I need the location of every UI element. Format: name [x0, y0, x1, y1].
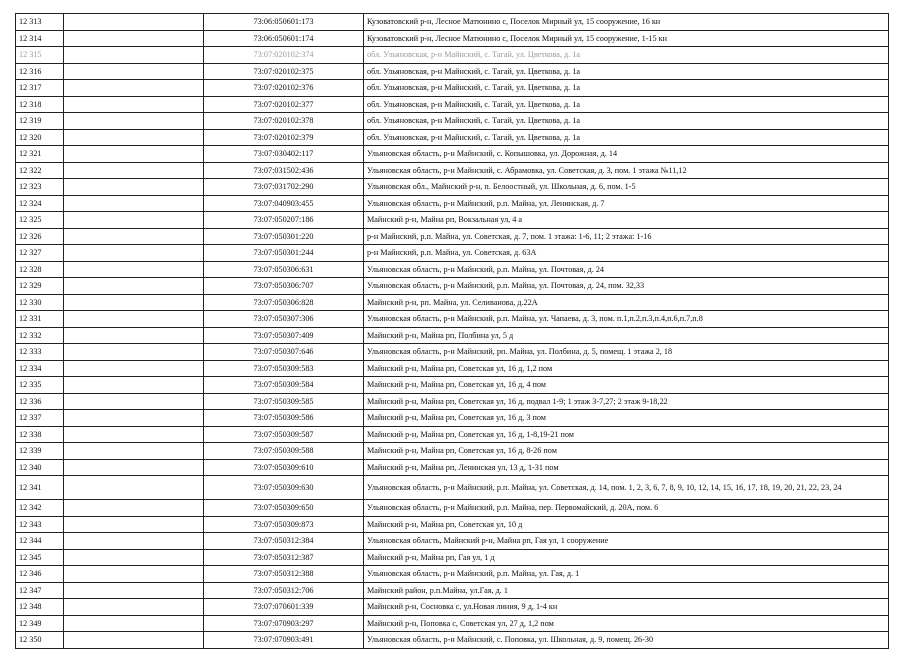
address-cell: р-н Майнский, р.п. Майна, ул. Советская, д. 7, пом. 1 этажа: 1-6, 11; 2 этажа: 1-16	[364, 228, 889, 245]
empty-cell	[64, 179, 204, 196]
cadastral-number-cell: 73:07:050309:588	[204, 443, 364, 460]
table-row	[16, 80, 889, 97]
address-cell: Майнский р-н, Сосновка с, ул.Новая линия, 9 д, 1-4 кн	[364, 599, 889, 616]
table-row	[16, 162, 889, 179]
cadastral-number-cell: 73:07:020102:374	[204, 47, 364, 64]
address-cell: Ульяновская область, р-н Майнский, р.п. Майна, пер. Первомайский, д. 20А, пом. 6	[364, 500, 889, 517]
empty-cell	[64, 30, 204, 47]
row-number-cell: 12 337	[16, 410, 64, 427]
address-cell: Ульяновская область, р-н Майнский, с. Абрамовка, ул. Советская, д. 3, пом. 1 этажа №11,12	[364, 162, 889, 179]
table-row	[16, 516, 889, 533]
row-number-cell: 12 328	[16, 261, 64, 278]
row-number-cell: 12 344	[16, 533, 64, 550]
table-row	[16, 311, 889, 328]
address-cell: обл. Ульяновская, р-н Майнский, с. Тагай, ул. Цветкова, д. 1а	[364, 47, 889, 64]
row-number-cell: 12 331	[16, 311, 64, 328]
empty-cell	[64, 212, 204, 229]
row-number-cell: 12 317	[16, 80, 64, 97]
table-row	[16, 566, 889, 583]
empty-cell	[64, 96, 204, 113]
address-cell: Майнский р-н, Майна рп, Ленинская ул, 13 д, 1-31 пом	[364, 459, 889, 476]
address-cell: Майнский р-н, Майна рп, Советская ул, 16 д, 4 пом	[364, 377, 889, 394]
table-row	[16, 261, 889, 278]
address-cell: Ульяновская область, р-н Майнский, р.п. Майна, ул. Советская, д. 14, пом. 1, 2, 3, 6, 7, 8, 9, 10, 12, 14, 15, 16, 17, 18, 19, 20, 21, 22, 23, 24	[364, 476, 889, 500]
cadastral-number-cell: 73:07:050309:873	[204, 516, 364, 533]
row-number-cell: 12 348	[16, 599, 64, 616]
row-number-cell: 12 325	[16, 212, 64, 229]
table-row	[16, 360, 889, 377]
row-number-cell: 12 329	[16, 278, 64, 295]
registry-sheet	[15, 13, 888, 649]
empty-cell	[64, 129, 204, 146]
empty-cell	[64, 278, 204, 295]
cadastral-number-cell: 73:07:070903:491	[204, 632, 364, 649]
address-cell: Ульяновская область, р-н Майнский, р.п. Майна, ул. Гая, д. 1	[364, 566, 889, 583]
cadastral-number-cell: 73:07:050207:186	[204, 212, 364, 229]
empty-cell	[64, 360, 204, 377]
row-number-cell: 12 342	[16, 500, 64, 517]
cadastral-number-cell: 73:07:050306:707	[204, 278, 364, 295]
cadastral-number-cell: 73:07:050309:650	[204, 500, 364, 517]
table-row	[16, 30, 889, 47]
row-number-cell: 12 316	[16, 63, 64, 80]
address-cell: Майнский р-н, Майна рп, Советская ул, 16 д, 8-26 пом	[364, 443, 889, 460]
row-number-cell: 12 318	[16, 96, 64, 113]
address-cell: Майнский р-н, Майна рп, Советская ул, 10 д	[364, 516, 889, 533]
cadastral-number-cell: 73:06:050601:174	[204, 30, 364, 47]
cadastral-number-cell: 73:07:030402:117	[204, 146, 364, 163]
table-row	[16, 582, 889, 599]
address-cell: обл. Ульяновская, р-н Майнский, с. Тагай, ул. Цветкова, д. 1а	[364, 113, 889, 130]
cadastral-number-cell: 73:07:070601:339	[204, 599, 364, 616]
row-number-cell: 12 315	[16, 47, 64, 64]
address-cell: Майнский р-н, Майна рп, Гая ул, 1 д	[364, 549, 889, 566]
row-number-cell: 12 330	[16, 294, 64, 311]
empty-cell	[64, 63, 204, 80]
cadastral-number-cell: 73:07:050307:306	[204, 311, 364, 328]
cadastral-number-cell: 73:07:020102:379	[204, 129, 364, 146]
address-cell: Ульяновская область, р-н Майнский, с. Поповка, ул. Школьная, д. 9, помещ. 26-30	[364, 632, 889, 649]
row-number-cell: 12 345	[16, 549, 64, 566]
empty-cell	[64, 228, 204, 245]
cadastral-number-cell: 73:07:020102:376	[204, 80, 364, 97]
cadastral-number-cell: 73:07:050309:586	[204, 410, 364, 427]
row-number-cell: 12 321	[16, 146, 64, 163]
cadastral-number-cell: 73:07:050306:631	[204, 261, 364, 278]
empty-cell	[64, 393, 204, 410]
cadastral-number-cell: 73:07:050307:646	[204, 344, 364, 361]
address-cell: обл. Ульяновская, р-н Майнский, с. Тагай, ул. Цветкова, д. 1а	[364, 80, 889, 97]
address-cell: Ульяновская область, Майнский р-н, Майна рп, Гая ул, 1 сооружение	[364, 533, 889, 550]
table-row	[16, 426, 889, 443]
row-number-cell: 12 333	[16, 344, 64, 361]
empty-cell	[64, 146, 204, 163]
cadastral-number-cell: 73:07:050309:610	[204, 459, 364, 476]
table-row	[16, 476, 889, 500]
table-row	[16, 113, 889, 130]
address-cell: Майнский район, р.п.Майна, ул.Гая, д. 1	[364, 582, 889, 599]
table-row	[16, 615, 889, 632]
row-number-cell: 12 338	[16, 426, 64, 443]
registry-table-body	[16, 14, 889, 649]
cadastral-number-cell: 73:07:050309:583	[204, 360, 364, 377]
cadastral-number-cell: 73:07:031702:290	[204, 179, 364, 196]
empty-cell	[64, 566, 204, 583]
address-cell: Кузоватовский р-н, Лесное Матюнино с, Поселок Мирный ул, 15 сооружение, 1-15 кн	[364, 30, 889, 47]
address-cell: Ульяновская область, р-н Майнский, р.п. Майна, ул. Почтовая, д. 24	[364, 261, 889, 278]
row-number-cell: 12 349	[16, 615, 64, 632]
row-number-cell: 12 339	[16, 443, 64, 460]
row-number-cell: 12 346	[16, 566, 64, 583]
cadastral-number-cell: 73:07:070903:297	[204, 615, 364, 632]
table-row	[16, 549, 889, 566]
row-number-cell: 12 335	[16, 377, 64, 394]
address-cell: Ульяновская обл., Майнский р-н, п. Белоостный, ул. Школьная, д. 6, пом. 1-5	[364, 179, 889, 196]
row-number-cell: 12 332	[16, 327, 64, 344]
cadastral-number-cell: 73:07:050309:630	[204, 476, 364, 500]
cadastral-number-cell: 73:07:020102:377	[204, 96, 364, 113]
address-cell: Ульяновская область, р-н Майнский, р.п. Майна, ул. Ленинская, д. 7	[364, 195, 889, 212]
empty-cell	[64, 500, 204, 517]
row-number-cell: 12 314	[16, 30, 64, 47]
address-cell: обл. Ульяновская, р-н Майнский, с. Тагай, ул. Цветкова, д. 1а	[364, 63, 889, 80]
cadastral-number-cell: 73:07:031502:436	[204, 162, 364, 179]
empty-cell	[64, 443, 204, 460]
row-number-cell: 12 322	[16, 162, 64, 179]
table-row	[16, 245, 889, 262]
address-cell: Майнский р-н, Майна рп, Советская ул, 16 д, подвал 1-9; 1 этаж 3-7,27; 2 этаж 9-18,22	[364, 393, 889, 410]
row-number-cell: 12 343	[16, 516, 64, 533]
empty-cell	[64, 47, 204, 64]
empty-cell	[64, 599, 204, 616]
table-row	[16, 14, 889, 31]
table-row	[16, 294, 889, 311]
cadastral-number-cell: 73:07:050312:706	[204, 582, 364, 599]
table-row	[16, 179, 889, 196]
empty-cell	[64, 344, 204, 361]
address-cell: Майнский р-н, Майна рп, Вокзальная ул, 4 а	[364, 212, 889, 229]
empty-cell	[64, 162, 204, 179]
address-cell: Ульяновская область, р-н Майнский, р.п. Майна, ул. Чапаева, д. 3, пом. п.1,п.2,п.3,п.4,п.6,п.7,п.8	[364, 311, 889, 328]
row-number-cell: 12 340	[16, 459, 64, 476]
empty-cell	[64, 426, 204, 443]
table-row	[16, 410, 889, 427]
row-number-cell: 12 350	[16, 632, 64, 649]
empty-cell	[64, 582, 204, 599]
row-number-cell: 12 326	[16, 228, 64, 245]
empty-cell	[64, 80, 204, 97]
row-number-cell: 12 319	[16, 113, 64, 130]
cadastral-number-cell: 73:06:050601:173	[204, 14, 364, 31]
row-number-cell: 12 327	[16, 245, 64, 262]
cadastral-number-cell: 73:07:050312:384	[204, 533, 364, 550]
empty-cell	[64, 615, 204, 632]
address-cell: Майнский р-н, рп. Майна, ул. Селиванова, д.22А	[364, 294, 889, 311]
cadastral-number-cell: 73:07:020102:375	[204, 63, 364, 80]
table-row	[16, 195, 889, 212]
row-number-cell: 12 336	[16, 393, 64, 410]
empty-cell	[64, 459, 204, 476]
table-row	[16, 47, 889, 64]
table-row	[16, 228, 889, 245]
empty-cell	[64, 113, 204, 130]
row-number-cell: 12 347	[16, 582, 64, 599]
table-row	[16, 377, 889, 394]
address-cell: Кузоватовский р-н, Лесное Матюнино с, Поселок Мирный ул, 15 сооружение, 16 кн	[364, 14, 889, 31]
empty-cell	[64, 533, 204, 550]
empty-cell	[64, 549, 204, 566]
cadastral-number-cell: 73:07:050301:220	[204, 228, 364, 245]
table-row	[16, 146, 889, 163]
table-row	[16, 96, 889, 113]
address-cell: Ульяновская область, р-н Майнский, с. Копышовка, ул. Дорожная, д. 14	[364, 146, 889, 163]
row-number-cell: 12 341	[16, 476, 64, 500]
empty-cell	[64, 245, 204, 262]
empty-cell	[64, 476, 204, 500]
address-cell: Майнский р-н, Майна рп, Полбина ул, 5 д	[364, 327, 889, 344]
table-row	[16, 533, 889, 550]
cadastral-number-cell: 73:07:040903:455	[204, 195, 364, 212]
row-number-cell: 12 323	[16, 179, 64, 196]
cadastral-number-cell: 73:07:020102:378	[204, 113, 364, 130]
row-number-cell: 12 324	[16, 195, 64, 212]
empty-cell	[64, 14, 204, 31]
empty-cell	[64, 294, 204, 311]
address-cell: Майнский р-н, Майна рп, Советская ул, 16 д, 1,2 пом	[364, 360, 889, 377]
address-cell: Майнский р-н, Поповка с, Советская ул, 27 д, 1,2 пом	[364, 615, 889, 632]
table-row	[16, 129, 889, 146]
table-row	[16, 599, 889, 616]
cadastral-number-cell: 73:07:050309:585	[204, 393, 364, 410]
empty-cell	[64, 311, 204, 328]
address-cell: р-н Майнский, р.п. Майна, ул. Советская, д. 63А	[364, 245, 889, 262]
table-row	[16, 63, 889, 80]
table-row	[16, 327, 889, 344]
address-cell: обл. Ульяновская, р-н Майнский, с. Тагай, ул. Цветкова, д. 1а	[364, 129, 889, 146]
address-cell: Ульяновская область, р-н Майнский, р.п. Майна, ул. Почтовая, д. 24, пом. 32,33	[364, 278, 889, 295]
table-row	[16, 500, 889, 517]
empty-cell	[64, 261, 204, 278]
cadastral-number-cell: 73:07:050301:244	[204, 245, 364, 262]
cadastral-number-cell: 73:07:050309:587	[204, 426, 364, 443]
empty-cell	[64, 516, 204, 533]
row-number-cell: 12 334	[16, 360, 64, 377]
cadastral-number-cell: 73:07:050312:387	[204, 549, 364, 566]
cadastral-number-cell: 73:07:050312:388	[204, 566, 364, 583]
row-number-cell: 12 320	[16, 129, 64, 146]
table-row	[16, 344, 889, 361]
address-cell: Майнский р-н, Майна рп, Советская ул, 16 д, 3 пом	[364, 410, 889, 427]
address-cell: обл. Ульяновская, р-н Майнский, с. Тагай, ул. Цветкова, д. 1а	[364, 96, 889, 113]
address-cell: Ульяновская область, р-н Майнский, рп. Майна, ул. Полбина, д. 5, помещ. 1 этажа 2, 18	[364, 344, 889, 361]
table-row	[16, 212, 889, 229]
property-registry-table	[15, 13, 889, 649]
empty-cell	[64, 410, 204, 427]
cadastral-number-cell: 73:07:050306:828	[204, 294, 364, 311]
address-cell: Майнский р-н, Майна рп, Советская ул, 16 д, 1-8,19-21 пом	[364, 426, 889, 443]
empty-cell	[64, 377, 204, 394]
empty-cell	[64, 195, 204, 212]
empty-cell	[64, 327, 204, 344]
row-number-cell: 12 313	[16, 14, 64, 31]
table-row	[16, 443, 889, 460]
cadastral-number-cell: 73:07:050307:409	[204, 327, 364, 344]
table-row	[16, 278, 889, 295]
table-row	[16, 393, 889, 410]
table-row	[16, 459, 889, 476]
cadastral-number-cell: 73:07:050309:584	[204, 377, 364, 394]
